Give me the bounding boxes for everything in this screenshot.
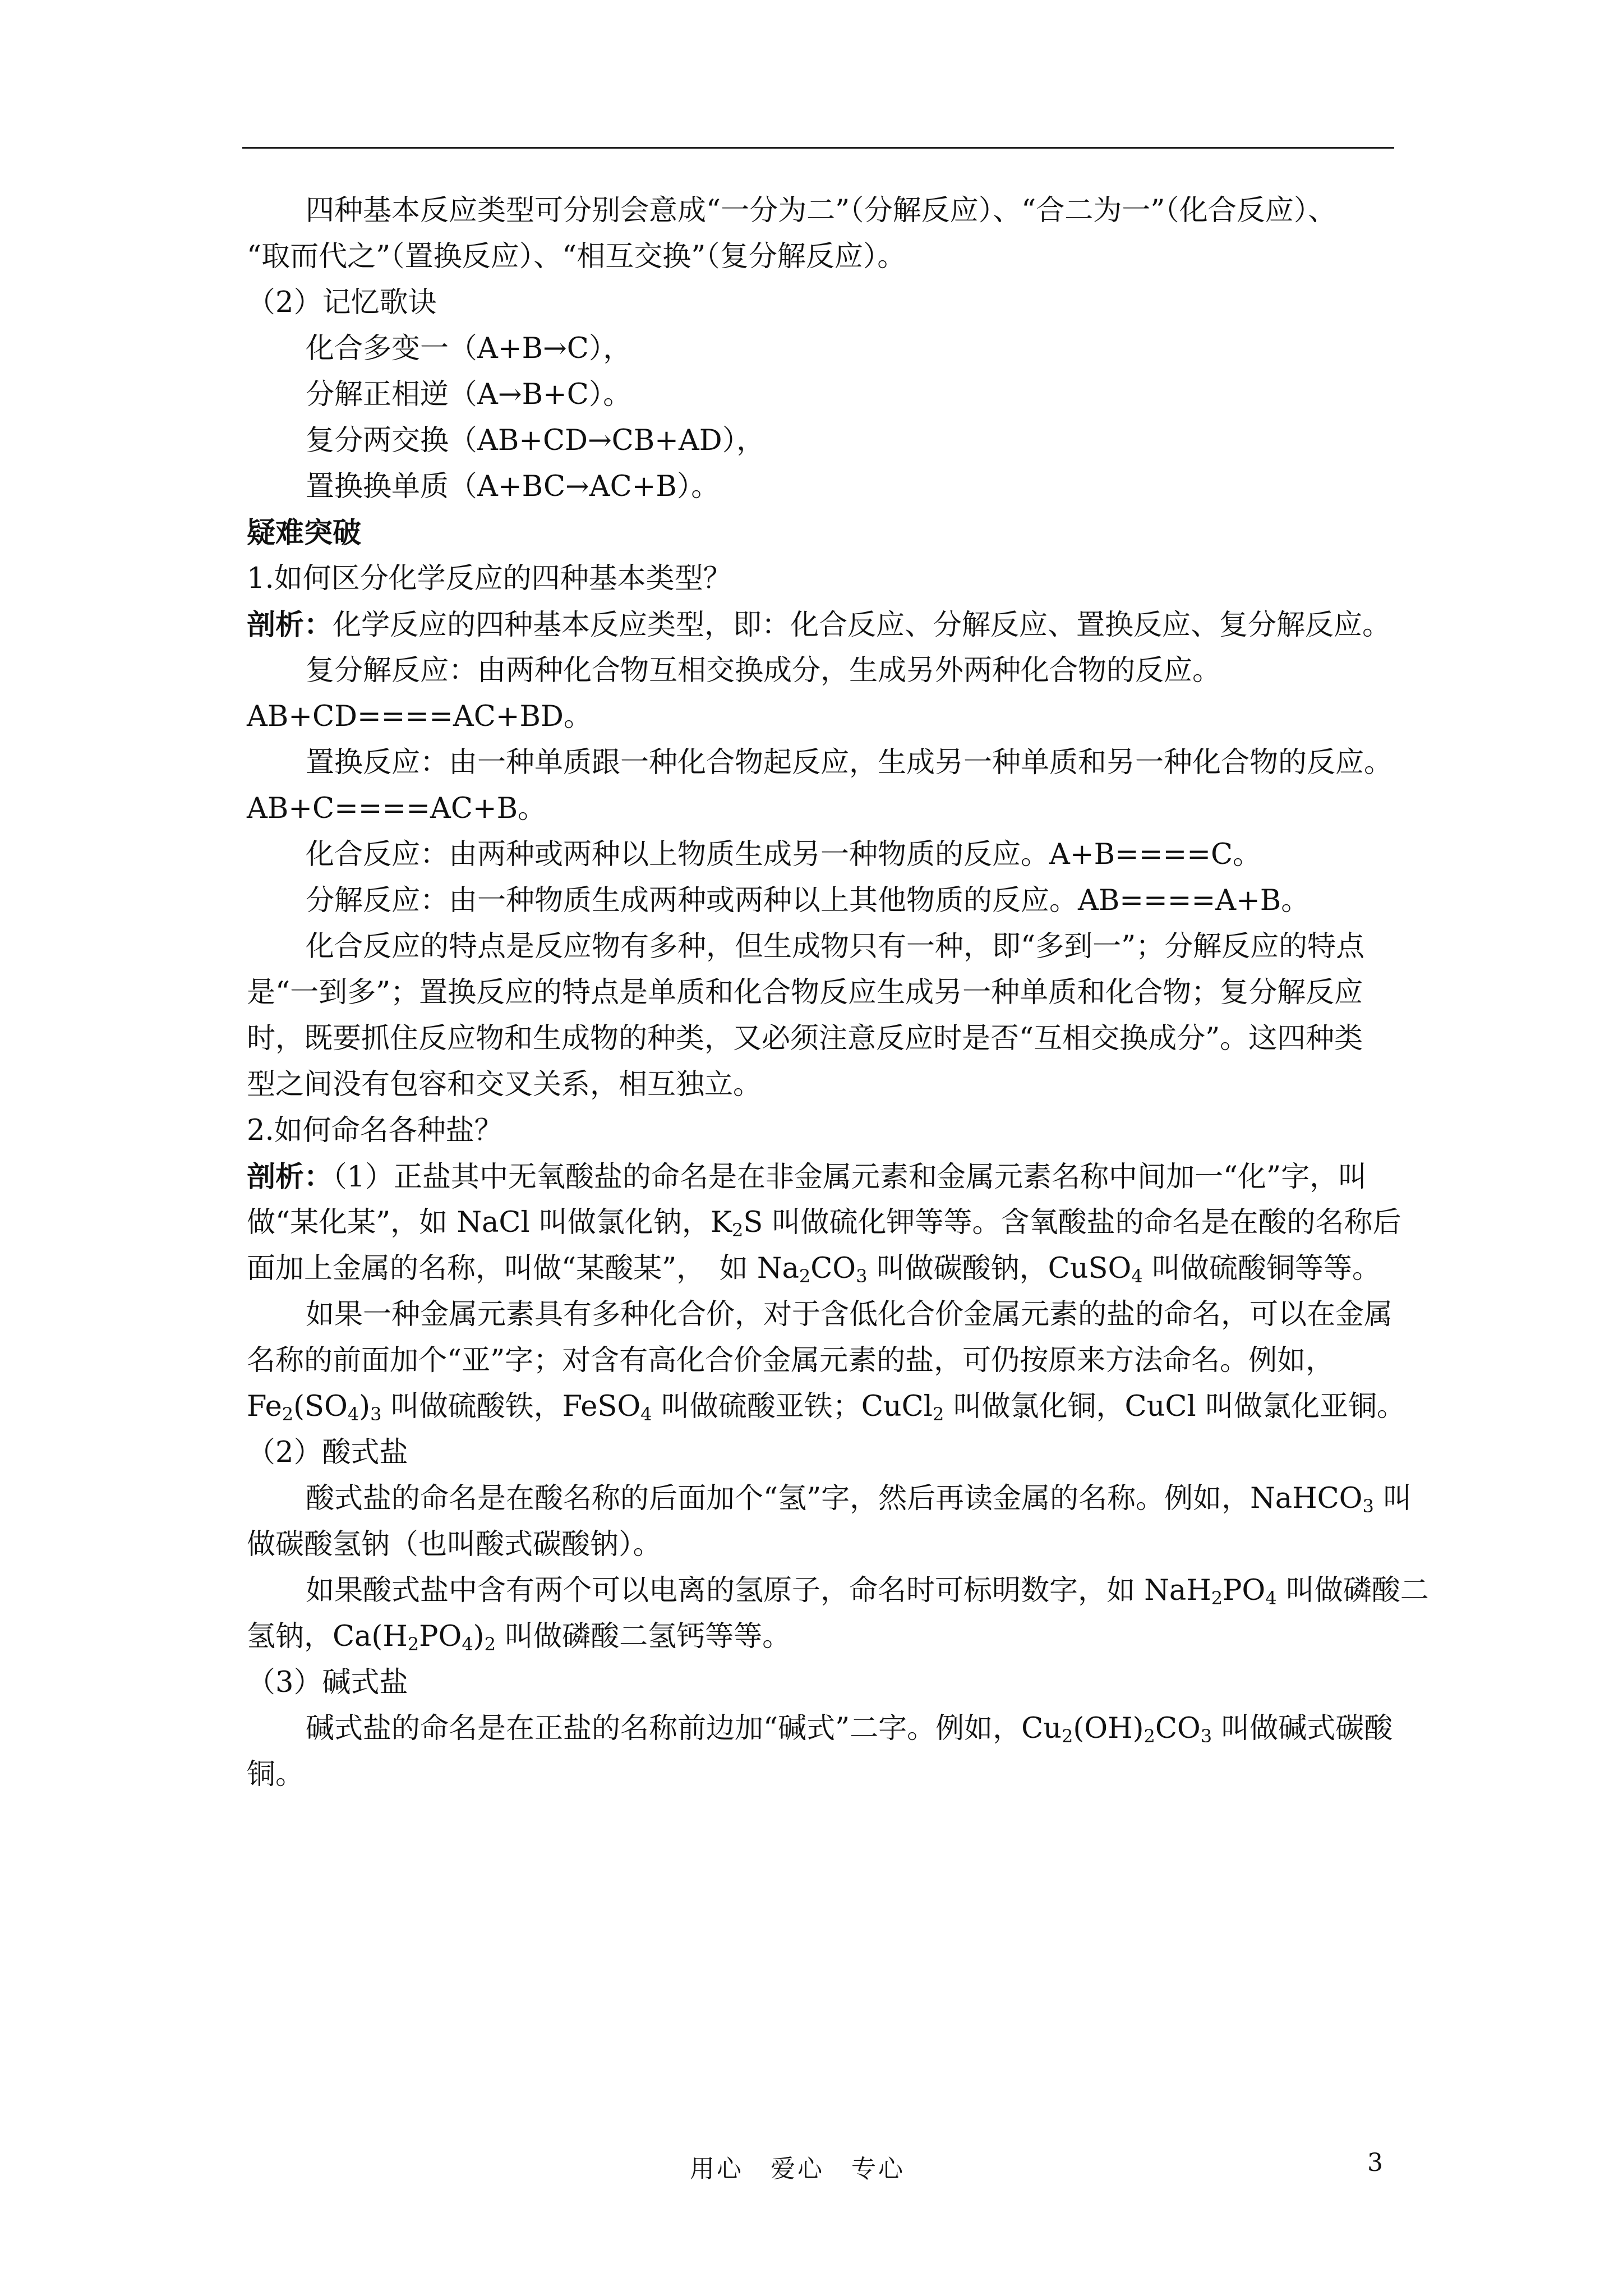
subscript: 2 — [732, 1220, 744, 1241]
text-run: Fe — [247, 1390, 282, 1423]
subscript: 2 — [1211, 1588, 1223, 1609]
page-number: 3 — [1367, 2148, 1383, 2177]
q2-p1a-text: （1）正盐其中无氧酸盐的命名是在非金属元素和金属元素名称中间加一“化”字，叫 — [333, 1161, 1367, 1194]
analysis-label: 剖析： — [247, 608, 333, 642]
document-body — [247, 188, 1429, 1798]
text-run: 氢钠，Ca(H — [247, 1620, 408, 1653]
q2-valence-line-3 — [247, 1384, 1405, 1430]
text-run: 叫做硫酸亚铁；CuCl — [652, 1390, 933, 1423]
text-run: CO — [1155, 1712, 1201, 1745]
mnemonic-line-3: 复分两交换（AB+CD→CB+AD）， — [306, 424, 766, 457]
subscript: 2 — [282, 1404, 294, 1425]
subscript: 3 — [1200, 1726, 1212, 1747]
text-run: 叫做碱式碳酸 — [1212, 1712, 1393, 1745]
subscript: 2 — [1062, 1726, 1073, 1747]
basic-salt-line-1 — [247, 1706, 1396, 1752]
q1-analysis-lead — [247, 602, 1396, 648]
mnemonic-line-1: 化合多变一（A+B→C）， — [306, 332, 632, 365]
text-run: 酸式盐的命名是在酸名称的后面加个“氢”字，然后再读金属的名称。例如，NaHCO — [306, 1482, 1363, 1515]
q1-question: 1.如何区分化学反应的四种基本类型？ — [247, 562, 732, 595]
q1-summary-line-4: 型之间没有包容和交叉关系，相互独立。 — [247, 1068, 762, 1101]
basic-salt-line-2: 铜。 — [247, 1758, 305, 1791]
text-run: 叫做硫酸铜等等。 — [1142, 1252, 1381, 1285]
q1-combination: 化合反应：由两种或两种以上物质生成另一种物质的反应。A+B====C。 — [306, 838, 1261, 871]
text-run: PO — [419, 1620, 462, 1653]
subscript: 2 — [799, 1266, 811, 1287]
subscript: 4 — [347, 1404, 359, 1425]
mnemonic-heading: （2）记忆歌诀 — [247, 286, 437, 319]
text-run: 叫做磷酸二 — [1276, 1574, 1429, 1607]
q2-valence-line-2: 名称的前面加个“亚”字；对含有高化合价金属元素的盐，可仍按原来方法命名。例如， — [247, 1344, 1335, 1377]
acid-salt-line-1 — [247, 1476, 1412, 1522]
subscript: 3 — [856, 1266, 868, 1287]
subscript: 2 — [932, 1404, 944, 1425]
intro-line-1: 四种基本反应类型可分别会意成“一分为二”（分解反应）、“合二为一”（化合反应）、 — [306, 194, 1337, 227]
text-run: CO — [810, 1252, 856, 1285]
q1-lead-text: 化学反应的四种基本反应类型，即：化合反应、分解反应、置换反应、复分解反应。 — [333, 609, 1391, 642]
subscript: 2 — [484, 1634, 496, 1655]
text-run: 做“某化某”，如 NaCl 叫做氯化钠，K — [247, 1206, 732, 1239]
subscript: 4 — [1131, 1266, 1143, 1287]
q2-normal-salt-line-3 — [247, 1246, 1396, 1292]
text-run: (SO — [293, 1390, 348, 1423]
subscript: 3 — [1362, 1496, 1374, 1517]
q1-decomposition: 分解反应：由一种物质生成两种或两种以上其他物质的反应。AB====A+B。 — [306, 884, 1310, 917]
q2-valence-line-1: 如果一种金属元素具有多种化合价，对于含低化合价金属元素的盐的命名，可以在金属 — [306, 1298, 1393, 1331]
q1-summary-line-3: 时，既要抓住反应物和生成物的种类，又必须注意反应时是否“互相交换成分”。这四种类 — [247, 1022, 1363, 1055]
subscript: 4 — [640, 1404, 652, 1425]
acid-salt-heading: （2）酸式盐 — [247, 1436, 408, 1469]
text-run: 叫做硫酸铁，FeSO — [381, 1390, 641, 1423]
text-run: ) — [473, 1620, 485, 1653]
q2-question: 2.如何命名各种盐？ — [247, 1114, 503, 1147]
text-run: 叫做磷酸二氢钙等等。 — [495, 1620, 791, 1653]
acid-salt-line-4 — [247, 1614, 1396, 1660]
q2-normal-salt-line-1 — [247, 1154, 1396, 1200]
section-title: 疑难突破 — [247, 516, 362, 550]
text-run: (OH) — [1073, 1712, 1144, 1745]
mnemonic-line-4: 置换换单质（A+BC→AC+B）。 — [306, 470, 720, 503]
subscript: 2 — [407, 1634, 419, 1655]
acid-salt-line-2: 做碳酸氢钠（也叫酸式碳酸钠）。 — [247, 1528, 662, 1561]
text-run: 如果酸式盐中含有两个可以电离的氢原子，命名时可标明数字，如 NaH — [306, 1574, 1211, 1607]
text-run: 叫做氯化铜，CuCl 叫做氯化亚铜。 — [944, 1390, 1405, 1423]
text-run: 叫做碳酸钠，CuSO — [867, 1252, 1132, 1285]
q1-double-decomposition-equation: AB+CD====AC+BD。 — [247, 700, 592, 733]
q1-displacement: 置换反应：由一种单质跟一种化合物起反应，生成另一种单质和另一种化合物的反应。 — [306, 746, 1393, 779]
text-run: 面加上金属的名称，叫做“某酸某”， 如 Na — [247, 1252, 799, 1285]
q1-double-decomposition: 复分解反应：由两种化合物互相交换成分，生成另外两种化合物的反应。 — [306, 654, 1221, 687]
acid-salt-line-3 — [247, 1568, 1429, 1614]
subscript: 2 — [1144, 1726, 1155, 1747]
subscript: 4 — [1265, 1588, 1277, 1609]
q1-summary-line-1: 化合反应的特点是反应物有多种，但生成物只有一种，即“多到一”；分解反应的特点 — [306, 930, 1365, 963]
subscript: 3 — [370, 1404, 382, 1425]
mnemonic-line-2: 分解正相逆（A→B+C）。 — [306, 378, 632, 411]
text-run: 叫 — [1373, 1482, 1412, 1515]
analysis-label: 剖析： — [247, 1160, 333, 1194]
q2-normal-salt-line-2 — [247, 1200, 1401, 1246]
q1-summary-line-2: 是“一到多”；置换反应的特点是单质和化合物反应生成另一种单质和化合物；复分解反应 — [247, 976, 1363, 1009]
footer-motto: 用心 爱心 专心 — [690, 2155, 905, 2183]
q1-displacement-equation: AB+C====AC+B。 — [247, 792, 547, 825]
text-run: ) — [359, 1390, 371, 1423]
basic-salt-heading: （3）碱式盐 — [247, 1666, 408, 1699]
text-run: S 叫做硫化钾等等。含氧酸盐的命名是在酸的名称后 — [743, 1206, 1401, 1239]
intro-line-2: “取而代之”（置换反应）、“相互交换”（复分解反应）。 — [247, 240, 906, 273]
text-run: PO — [1223, 1574, 1266, 1607]
subscript: 4 — [462, 1634, 473, 1655]
header-rule — [242, 147, 1394, 149]
text-run: 碱式盐的命名是在正盐的名称前边加“碱式”二字。例如，Cu — [306, 1712, 1062, 1745]
